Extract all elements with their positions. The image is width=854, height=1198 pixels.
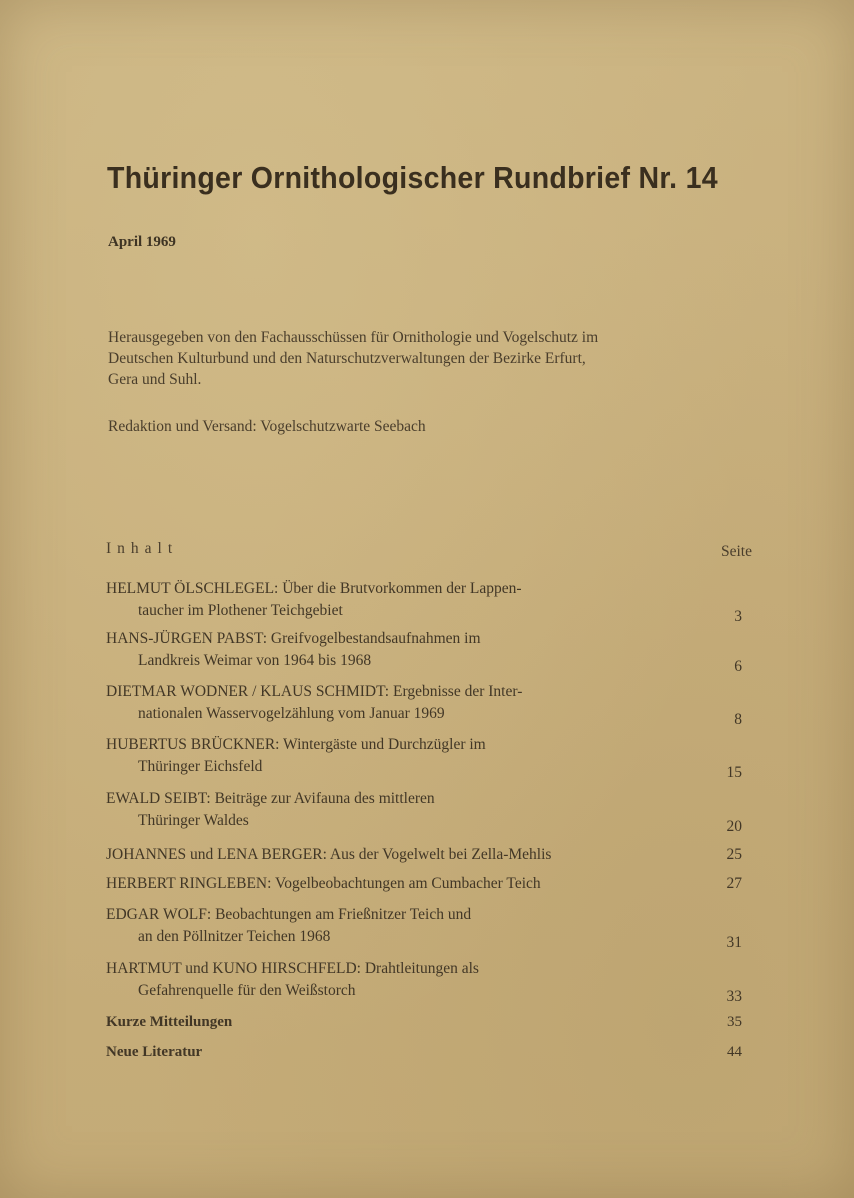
toc-entry <box>106 958 752 1005</box>
toc-entry <box>106 1041 752 1063</box>
toc-entry <box>106 844 752 866</box>
page-column-label: Seite <box>721 543 752 560</box>
editorial-note: Redaktion und Versand: Vogelschutzwarte Seebach <box>108 418 426 435</box>
document-title: Thüringer Ornithologischer Rundbrief Nr. 14 <box>107 160 718 195</box>
toc-entry <box>106 873 752 895</box>
toc-entry-line: HUBERTUS BRÜCKNER: Wintergäste und Durchzügler im <box>106 736 486 753</box>
toc-entry-page: 3 <box>734 608 742 625</box>
toc-entry <box>106 578 752 625</box>
publisher-line: Gera und Suhl. <box>108 371 202 388</box>
toc-entry-line: JOHANNES und LENA BERGER: Aus der Vogelwelt bei Zella-Mehlis <box>106 846 552 863</box>
publisher-line: Herausgegeben von den Fachausschüssen für Ornithologie und Vogelschutz im <box>108 329 599 346</box>
toc-entry-line: an den Pöllnitzer Teichen 1968 <box>138 928 331 945</box>
publisher-statement <box>108 327 760 390</box>
toc-entry <box>106 734 752 781</box>
toc-entry-line: Kurze Mitteilungen <box>106 1014 233 1030</box>
toc-entry-page: 6 <box>734 658 742 675</box>
toc-heading: Inhalt <box>106 540 179 557</box>
toc-entry-line: EWALD SEIBT: Beiträge zur Avifauna des mittleren <box>106 790 435 807</box>
toc-entry-line: nationalen Wasservogelzählung vom Januar 1969 <box>138 705 445 722</box>
toc-entry <box>106 788 752 835</box>
toc-entry-line: Landkreis Weimar von 1964 bis 1968 <box>138 652 372 669</box>
toc-entry-page: 27 <box>726 875 742 892</box>
toc-entry-line: HANS-JÜRGEN PABST: Greifvogelbestandsaufnahmen im <box>106 630 481 647</box>
toc-entry <box>106 628 752 675</box>
toc-header <box>106 540 752 562</box>
toc-entry-line: taucher im Plothener Teichgebiet <box>138 602 343 619</box>
toc-entry-page: 8 <box>734 711 742 728</box>
publisher-line: Deutschen Kulturbund und den Naturschutzverwaltungen der Bezirke Erfurt, <box>108 350 586 367</box>
toc-entry-page: 15 <box>726 764 742 781</box>
toc-entry-page: 35 <box>727 1014 742 1030</box>
toc-entry-line: Thüringer Waldes <box>138 812 249 829</box>
toc-entry <box>106 681 752 728</box>
toc-entry-line: Thüringer Eichsfeld <box>138 758 263 775</box>
toc-entry-line: Gefahrenquelle für den Weißstorch <box>138 982 356 999</box>
toc-entry-page: 44 <box>727 1044 742 1060</box>
toc-entry-line: HARTMUT und KUNO HIRSCHFELD: Drahtleitungen als <box>106 960 479 977</box>
issue-date: April 1969 <box>108 234 176 250</box>
toc-entry-page: 33 <box>726 988 742 1005</box>
toc-entry-line: Neue Literatur <box>106 1044 203 1060</box>
toc-entry-page: 31 <box>726 934 742 951</box>
toc-entry <box>106 1011 752 1033</box>
toc-entry-line: EDGAR WOLF: Beobachtungen am Frießnitzer Teich und <box>106 906 472 923</box>
toc-entry-line: DIETMAR WODNER / KLAUS SCHMIDT: Ergebnisse der Inter- <box>106 683 523 700</box>
toc-entry <box>106 904 752 951</box>
toc-entry-line: HERBERT RINGLEBEN: Vogelbeobachtungen am Cumbacher Teich <box>106 875 541 892</box>
toc-entry-page: 20 <box>726 818 742 835</box>
toc-entry-line: HELMUT ÖLSCHLEGEL: Über die Brutvorkommen der Lappen- <box>106 580 522 597</box>
toc-entry-page: 25 <box>726 846 742 863</box>
